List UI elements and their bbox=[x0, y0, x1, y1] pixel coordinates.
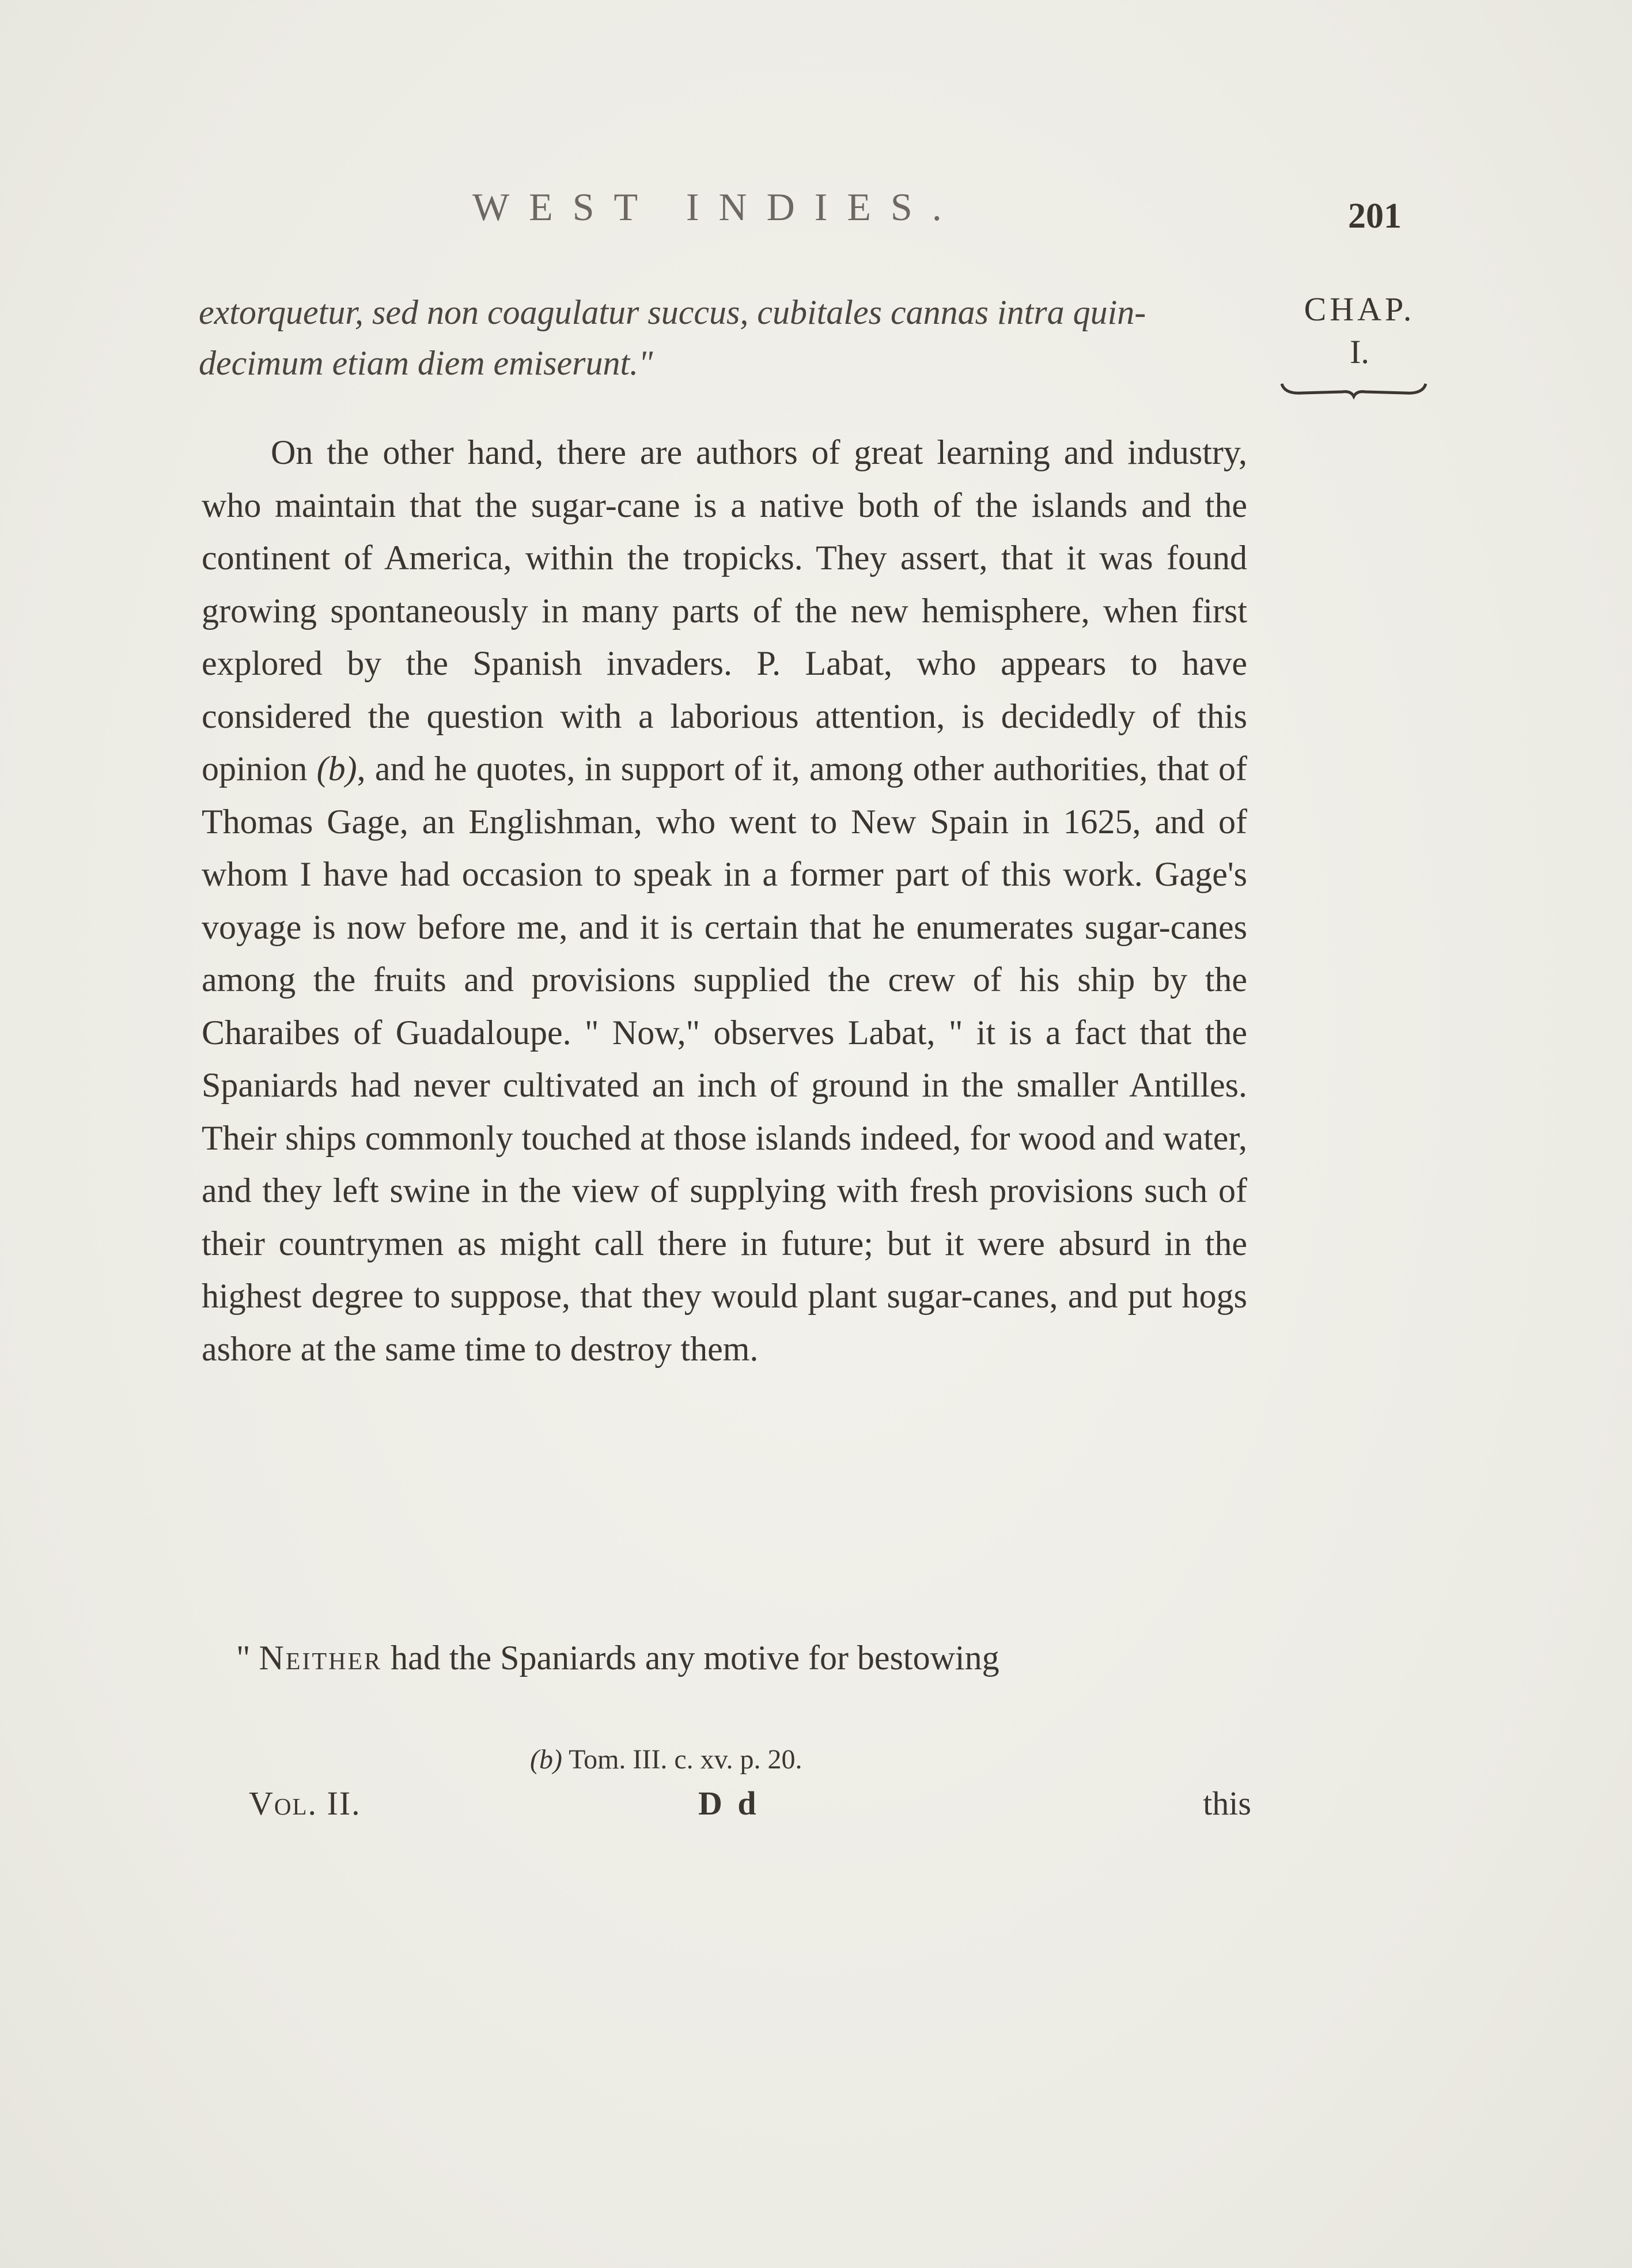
chapter-label: CHAP. bbox=[1304, 290, 1415, 328]
paragraph-2-lead-word: Neither bbox=[259, 1639, 383, 1677]
paragraph-2 bbox=[202, 1632, 1247, 1685]
printer-signature: D d bbox=[698, 1785, 760, 1822]
quotation-line-2: decimum etiam diem emiserunt." bbox=[199, 344, 653, 382]
running-head: WEST INDIES. bbox=[472, 185, 961, 229]
main-paragraph bbox=[202, 426, 1247, 1375]
footnote-mark: (b) bbox=[530, 1744, 562, 1775]
chapter-number: I. bbox=[1350, 333, 1369, 371]
second-paragraph bbox=[202, 1632, 1247, 1685]
catchword: this bbox=[1203, 1785, 1251, 1822]
quotation-line-1: extorquetur, sed non coagulatur succus, cubitales cannas intra quin- bbox=[199, 293, 1146, 331]
footnote bbox=[530, 1744, 802, 1775]
footnote-reference: (b) bbox=[316, 750, 357, 788]
footnote-text: Tom. III. c. xv. p. 20. bbox=[569, 1744, 802, 1775]
paragraph-1-text-continued: , and he quotes, in support of it, among other authorities, that of Thomas Gage, an Englishman, who went to New Spain in 1625, and of whom I have had occasion to speak in a former part of this work. Gage's voyage is now before me, and it is certain that he enumerates sugar-canes among the fruits and provisions supplied the crew of his ship by the Charaibes of Guadaloupe. " Now," observes Labat, " it is a fact that the Spaniards had never cultivated an inch of ground in the smaller Antilles. Their ships commonly touched at those islands indeed, for wood and water, and they left swine in the view of supplying with fresh provisions such of their countrymen as might call there in future; but it were absurd in the highest degree to suppose, that they would plant sugar-canes, and put hogs ashore at the same time to destroy them. bbox=[202, 750, 1247, 1368]
open-quote: " bbox=[236, 1639, 251, 1677]
page-number: 201 bbox=[1348, 196, 1402, 236]
quotation-ending bbox=[199, 287, 1282, 388]
paragraph-1-text: On the other hand, there are authors of great learning and industry, who maintain that the sugar-cane is a native both of the islands and the continent of America, within the tropicks. They assert, that it was found growing spontaneously in many parts of the new hemisphere, when first explored by the Spanish invaders. P. Labat, who appears to have considered the question with a laborious attention, is decidedly of this opinion bbox=[202, 433, 1247, 788]
volume-label: Vol. II. bbox=[249, 1785, 361, 1822]
curly-brace-ornament bbox=[1279, 378, 1429, 401]
paragraph-2-text: had the Spaniards any motive for bestowing bbox=[391, 1639, 999, 1677]
chapter-margin-note bbox=[1276, 288, 1443, 373]
paragraph-1 bbox=[202, 426, 1247, 1375]
